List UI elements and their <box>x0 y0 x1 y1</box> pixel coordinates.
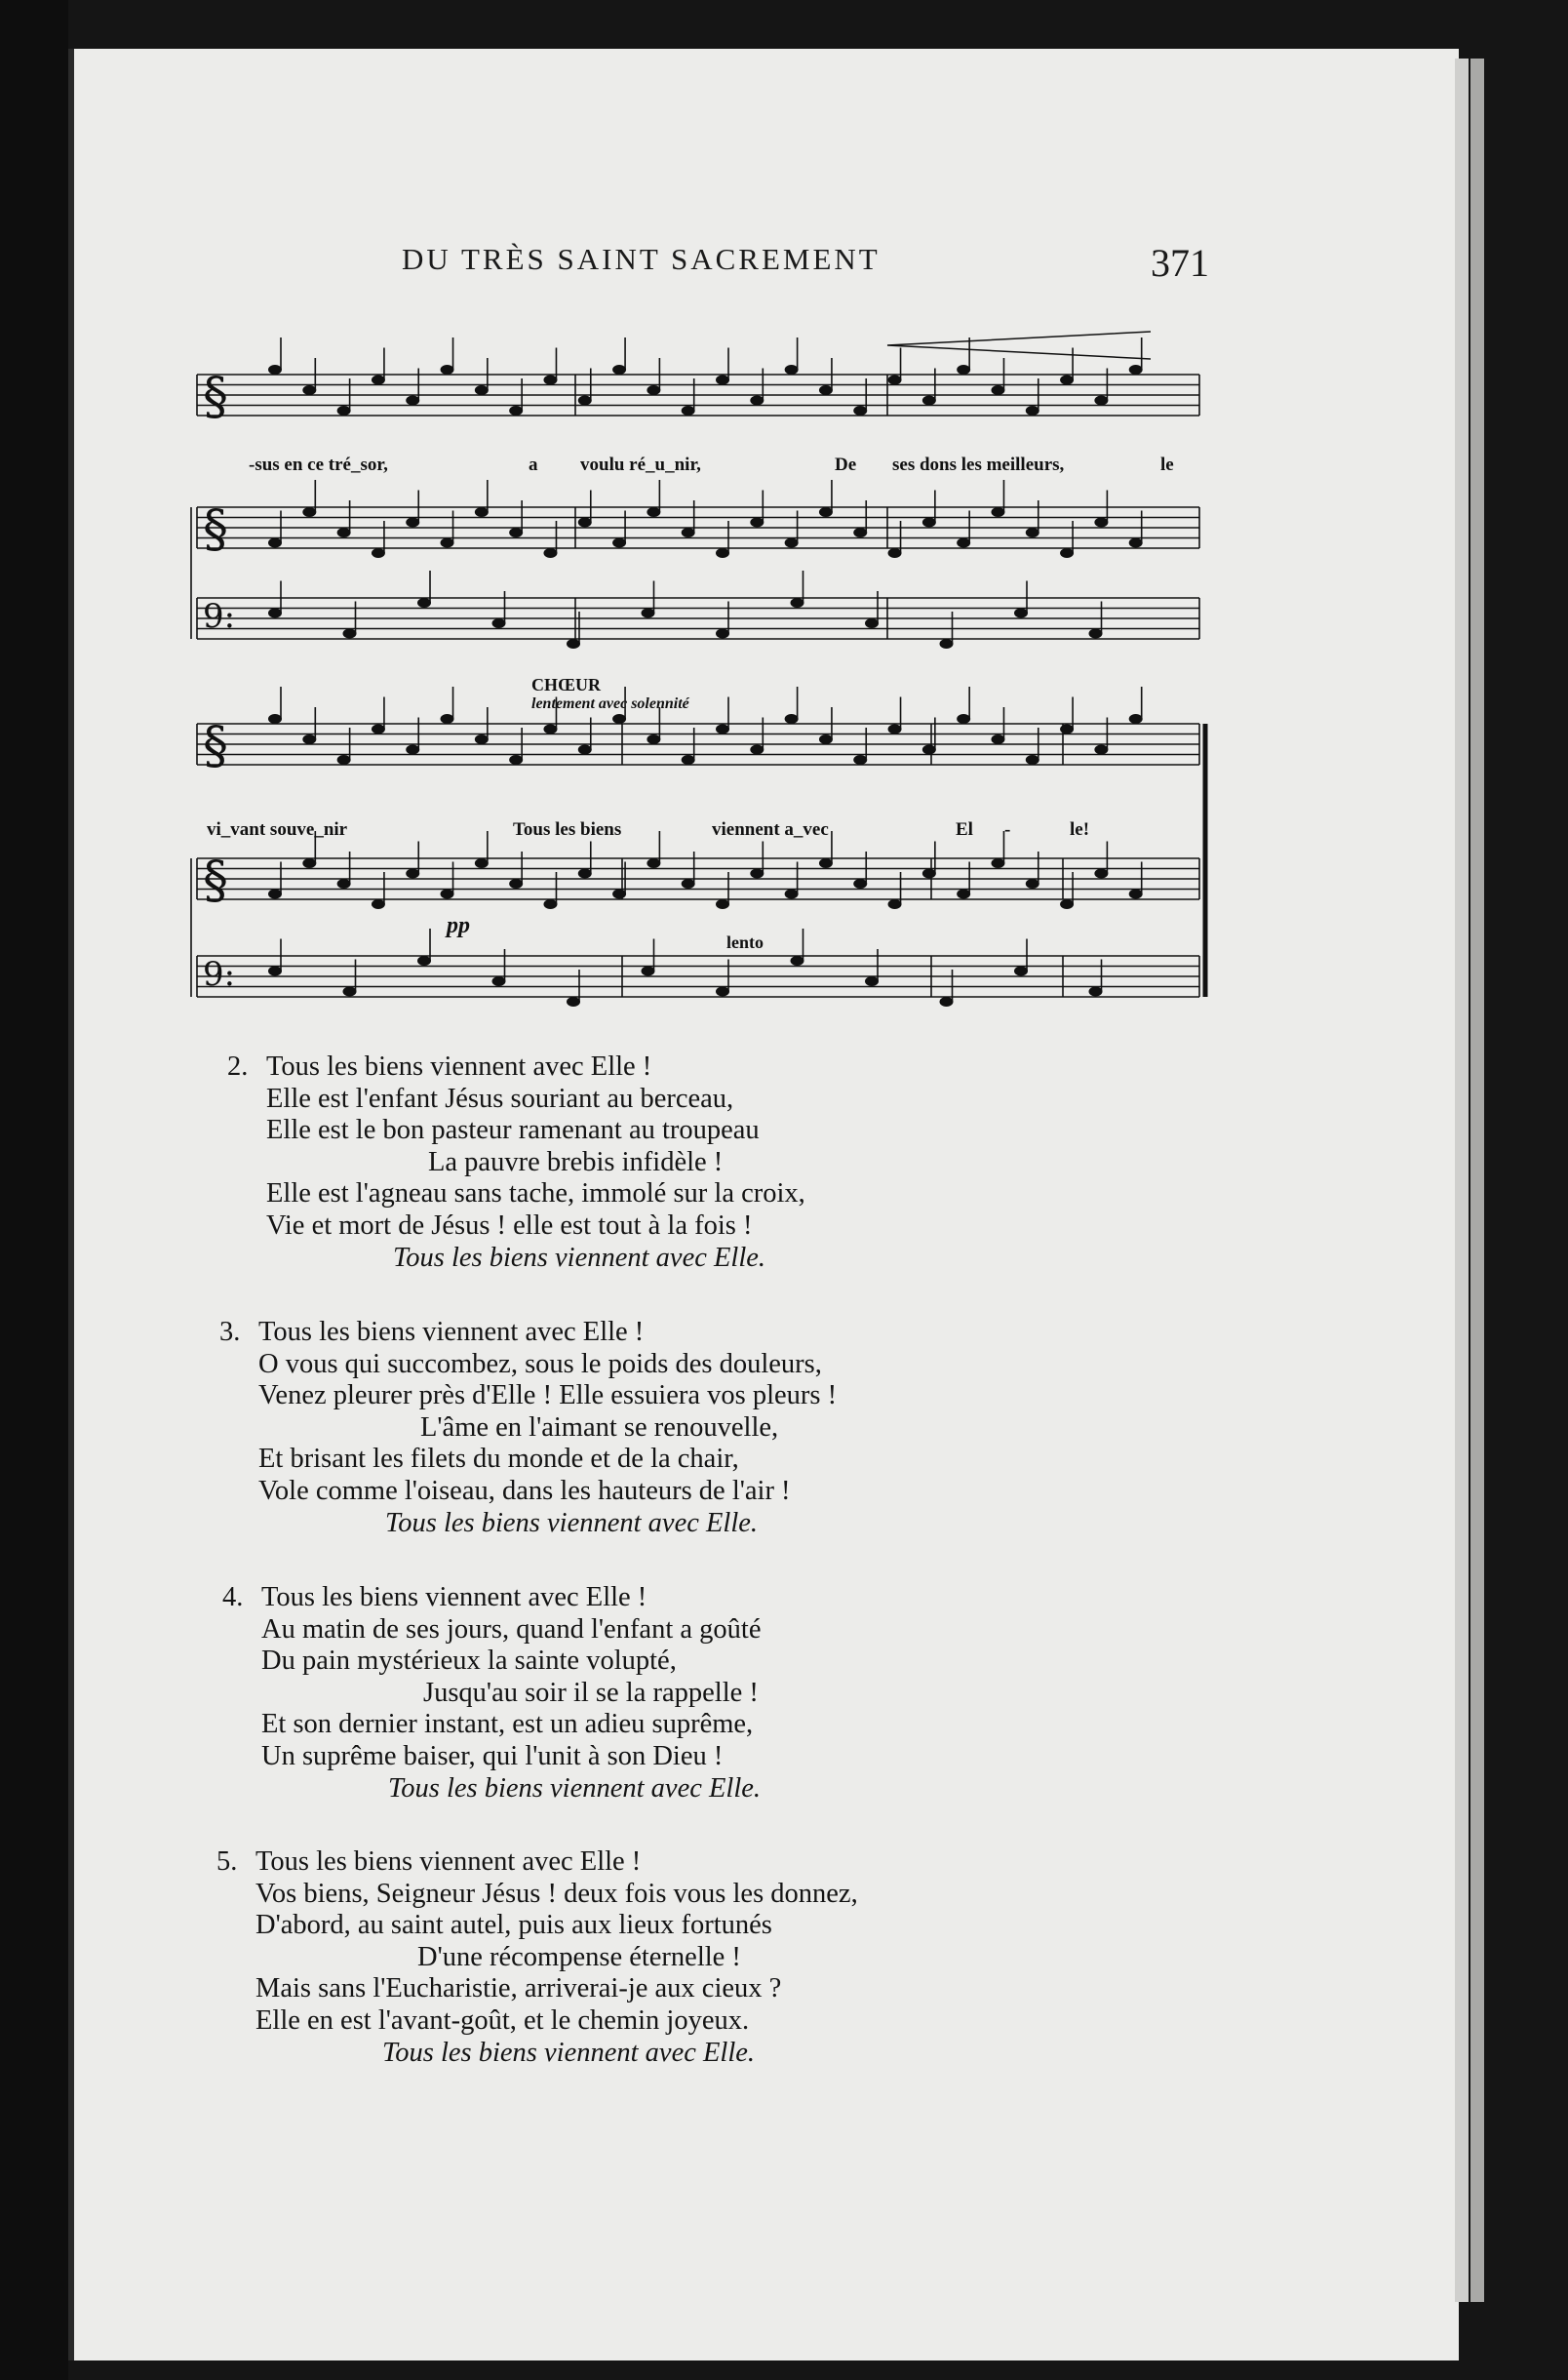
verse-line: Vole comme l'oiseau, dans les hauteurs de l'air ! <box>258 1475 791 1506</box>
refrain-line: Tous les biens viennent avec Elle. <box>385 1507 759 1538</box>
note-head <box>509 406 523 416</box>
lyric-syllable: le <box>1160 455 1174 475</box>
note-head <box>302 507 316 517</box>
note-head <box>578 518 592 528</box>
note-head <box>940 997 954 1007</box>
tempo-marking: lentement avec solennité <box>531 695 689 712</box>
note-head <box>647 858 660 868</box>
note-head <box>1014 609 1028 618</box>
note-head <box>417 598 431 608</box>
note-head <box>642 967 655 976</box>
section-label: CHŒUR <box>531 675 601 694</box>
system2-lyrics <box>207 819 1089 840</box>
note-head <box>716 987 729 997</box>
note-head <box>492 618 506 628</box>
note-head <box>509 879 523 889</box>
note-head <box>406 396 419 406</box>
refrain-line: Tous les biens viennent avec Elle. <box>388 1772 762 1804</box>
note-head <box>441 538 454 548</box>
note-head <box>791 598 804 608</box>
treble-clef: § <box>203 717 228 775</box>
verse-line: D'abord, au saint autel, puis aux lieux fortunés <box>255 1910 772 1941</box>
bass-clef: 9: <box>203 955 236 994</box>
note-head <box>567 997 580 1007</box>
lyric-syllable: a <box>529 455 538 475</box>
lyric-syllable: Tous les biens <box>513 819 622 840</box>
note-head <box>475 858 489 868</box>
verse-line: Tous les biens viennent avec Elle ! <box>255 1846 642 1877</box>
lyric-syllable: le! <box>1070 819 1090 840</box>
note-head <box>268 967 282 976</box>
verse-line: Tous les biens viennent avec Elle ! <box>266 1051 652 1082</box>
note-head <box>543 899 557 909</box>
page-number: 371 <box>1151 241 1209 285</box>
lyric-syllable: vi_vant souve_nir <box>207 819 348 840</box>
note-head <box>853 406 867 416</box>
note-head <box>302 858 316 868</box>
note-head <box>819 734 833 744</box>
note-head <box>337 406 351 416</box>
refrain-line: Tous les biens viennent avec Elle. <box>393 1242 766 1273</box>
verse-line: Vie et mort de Jésus ! elle est tout à la fois ! <box>266 1210 753 1241</box>
note-head <box>268 714 282 724</box>
note-head <box>865 618 879 628</box>
verse-line: L'âme en l'aimant se renouvelle, <box>420 1411 779 1443</box>
note-head <box>991 858 1004 868</box>
note-head <box>922 518 936 528</box>
treble-clef: § <box>203 368 228 426</box>
note-head <box>716 376 729 385</box>
note-head <box>372 725 385 734</box>
bass-clef: 9: <box>203 597 236 636</box>
verse-line: Tous les biens viennent avec Elle ! <box>258 1317 645 1347</box>
note-head <box>682 755 695 765</box>
stanza-number: 4. <box>222 1582 244 1612</box>
note-head <box>716 725 729 734</box>
refrain-line: Tous les biens viennent avec Elle. <box>382 2037 756 2068</box>
note-head <box>612 890 626 899</box>
note-head <box>1060 548 1074 558</box>
note-head <box>406 518 419 528</box>
note-head <box>682 528 695 537</box>
note-head <box>865 976 879 986</box>
lyric-syllable: De <box>835 455 857 475</box>
note-head <box>785 890 799 899</box>
note-head <box>1026 755 1039 765</box>
note-head <box>441 714 454 724</box>
note-head <box>567 639 580 649</box>
note-head <box>716 548 729 558</box>
note-head <box>475 385 489 395</box>
note-head <box>957 365 970 375</box>
note-head <box>337 755 351 765</box>
verse-line: Et son dernier instant, est un adieu suprême, <box>261 1709 754 1740</box>
note-head <box>642 609 655 618</box>
note-head <box>1060 899 1074 909</box>
verse-line: Un suprême baiser, qui l'unit à son Dieu ! <box>261 1740 724 1771</box>
treble-clef: § <box>203 852 228 910</box>
note-head <box>647 734 660 744</box>
stanza-number: 2. <box>227 1051 249 1082</box>
note-head <box>268 365 282 375</box>
note-head <box>647 385 660 395</box>
system1-lyrics <box>249 455 1174 475</box>
note-head <box>268 609 282 618</box>
note-head <box>1094 518 1108 528</box>
note-head <box>302 734 316 744</box>
note-head <box>1026 528 1039 537</box>
note-head <box>991 385 1004 395</box>
note-head <box>785 365 799 375</box>
note-head <box>682 879 695 889</box>
note-head <box>268 538 282 548</box>
page-edge <box>1470 59 1484 2302</box>
note-head <box>268 890 282 899</box>
note-head <box>543 548 557 558</box>
book-spine <box>0 0 68 2380</box>
running-head: DU TRÈS SAINT SACREMENT <box>402 242 881 276</box>
note-head <box>492 976 506 986</box>
note-head <box>578 869 592 879</box>
verse-line: La pauvre brebis infidèle ! <box>428 1146 724 1177</box>
page-edge <box>1455 59 1469 2302</box>
note-head <box>1129 890 1143 899</box>
note-head <box>337 879 351 889</box>
lyric-syllable: -sus en ce tré_sor, <box>249 455 388 475</box>
note-head <box>991 734 1004 744</box>
note-head <box>1089 629 1103 639</box>
note-head <box>509 528 523 537</box>
note-head <box>991 507 1004 517</box>
note-head <box>750 869 764 879</box>
note-head <box>785 714 799 724</box>
note-head <box>578 396 592 406</box>
note-head <box>406 869 419 879</box>
note-head <box>940 639 954 649</box>
verse-line: Elle est l'enfant Jésus souriant au berceau, <box>266 1083 734 1114</box>
note-head <box>612 538 626 548</box>
note-head <box>1129 714 1143 724</box>
note-head <box>1026 879 1039 889</box>
note-head <box>343 629 357 639</box>
note-head <box>475 734 489 744</box>
verse-line: Et brisant les filets du monde et de la chair, <box>258 1444 739 1475</box>
note-head <box>578 745 592 755</box>
lyric-syllable: - <box>1004 819 1011 840</box>
note-head <box>853 755 867 765</box>
note-head <box>957 538 970 548</box>
note-head <box>819 507 833 517</box>
stanza-2 <box>227 1051 805 1274</box>
note-head <box>372 376 385 385</box>
verse-line: Jusqu'au soir il se la rappelle ! <box>423 1677 759 1708</box>
note-head <box>853 528 867 537</box>
verse-line: Au matin de ses jours, quand l'enfant a goûté <box>261 1613 762 1645</box>
verse-line: Vos biens, Seigneur Jésus ! deux fois vous les donnez, <box>255 1878 858 1909</box>
note-head <box>509 755 523 765</box>
note-head <box>716 899 729 909</box>
note-head <box>406 745 419 755</box>
note-head <box>957 890 970 899</box>
note-head <box>1060 376 1074 385</box>
decrescendo-hairpin <box>887 332 1151 359</box>
note-head <box>922 869 936 879</box>
note-head <box>957 714 970 724</box>
note-head <box>1014 967 1028 976</box>
dynamic-marking: pp <box>447 913 470 938</box>
note-head <box>417 956 431 966</box>
note-head <box>441 365 454 375</box>
stanza-number: 3. <box>219 1317 241 1347</box>
note-head <box>337 528 351 537</box>
music-score <box>185 322 1209 1044</box>
note-head <box>750 745 764 755</box>
note-head <box>922 396 936 406</box>
note-head <box>716 629 729 639</box>
tempo-marking: lento <box>726 932 764 952</box>
note-head <box>750 396 764 406</box>
note-head <box>888 548 902 558</box>
lyric-syllable: voulu ré_u_nir, <box>580 455 701 475</box>
note-head <box>1094 396 1108 406</box>
verse-line: Mais sans l'Eucharistie, arriverai-je aux cieux ? <box>255 1973 782 2004</box>
lyric-syllable: ses dons les meilleurs, <box>892 455 1065 475</box>
note-head <box>475 507 489 517</box>
note-head <box>543 376 557 385</box>
note-head <box>543 725 557 734</box>
note-head <box>343 987 357 997</box>
note-head <box>302 385 316 395</box>
note-head <box>1129 365 1143 375</box>
note-head <box>612 365 626 375</box>
verse-line: Du pain mystérieux la sainte volupté, <box>261 1646 677 1677</box>
note-head <box>1060 725 1074 734</box>
note-head <box>1094 869 1108 879</box>
note-head <box>372 548 385 558</box>
note-head <box>612 714 626 724</box>
note-head <box>819 858 833 868</box>
stanza-number: 5. <box>216 1846 238 1877</box>
note-head <box>888 725 902 734</box>
verse-line: Venez pleurer près d'Elle ! Elle essuiera vos pleurs ! <box>258 1380 838 1411</box>
note-head <box>1026 406 1039 416</box>
note-head <box>888 899 902 909</box>
verse-line: D'une récompense éternelle ! <box>417 1941 741 1972</box>
stanza-3 <box>219 1317 838 1539</box>
verse-line: Elle en est l'avant-goût, et le chemin joyeux. <box>255 2004 750 2036</box>
note-head <box>791 956 804 966</box>
note-head <box>1089 987 1103 997</box>
verse-line: Tous les biens viennent avec Elle ! <box>261 1582 647 1612</box>
note-head <box>372 899 385 909</box>
note-head <box>682 406 695 416</box>
note-head <box>1129 538 1143 548</box>
note-head <box>750 518 764 528</box>
note-head <box>1094 745 1108 755</box>
note-head <box>647 507 660 517</box>
verse-line: Elle est le bon pasteur ramenant au troupeau <box>266 1115 760 1146</box>
note-head <box>785 538 799 548</box>
lyric-syllable: El <box>956 819 973 840</box>
verse-line: Elle est l'agneau sans tache, immolé sur la croix, <box>266 1178 805 1210</box>
note-head <box>853 879 867 889</box>
lyric-syllable: viennent a_vec <box>712 819 829 840</box>
note-head <box>888 376 902 385</box>
stanza-4 <box>222 1582 762 1805</box>
verse-line: O vous qui succombez, sous le poids des douleurs, <box>258 1348 822 1379</box>
note-head <box>922 745 936 755</box>
note-head <box>819 385 833 395</box>
note-head <box>441 890 454 899</box>
stanza-5 <box>216 1846 858 2069</box>
treble-clef: § <box>203 500 228 559</box>
